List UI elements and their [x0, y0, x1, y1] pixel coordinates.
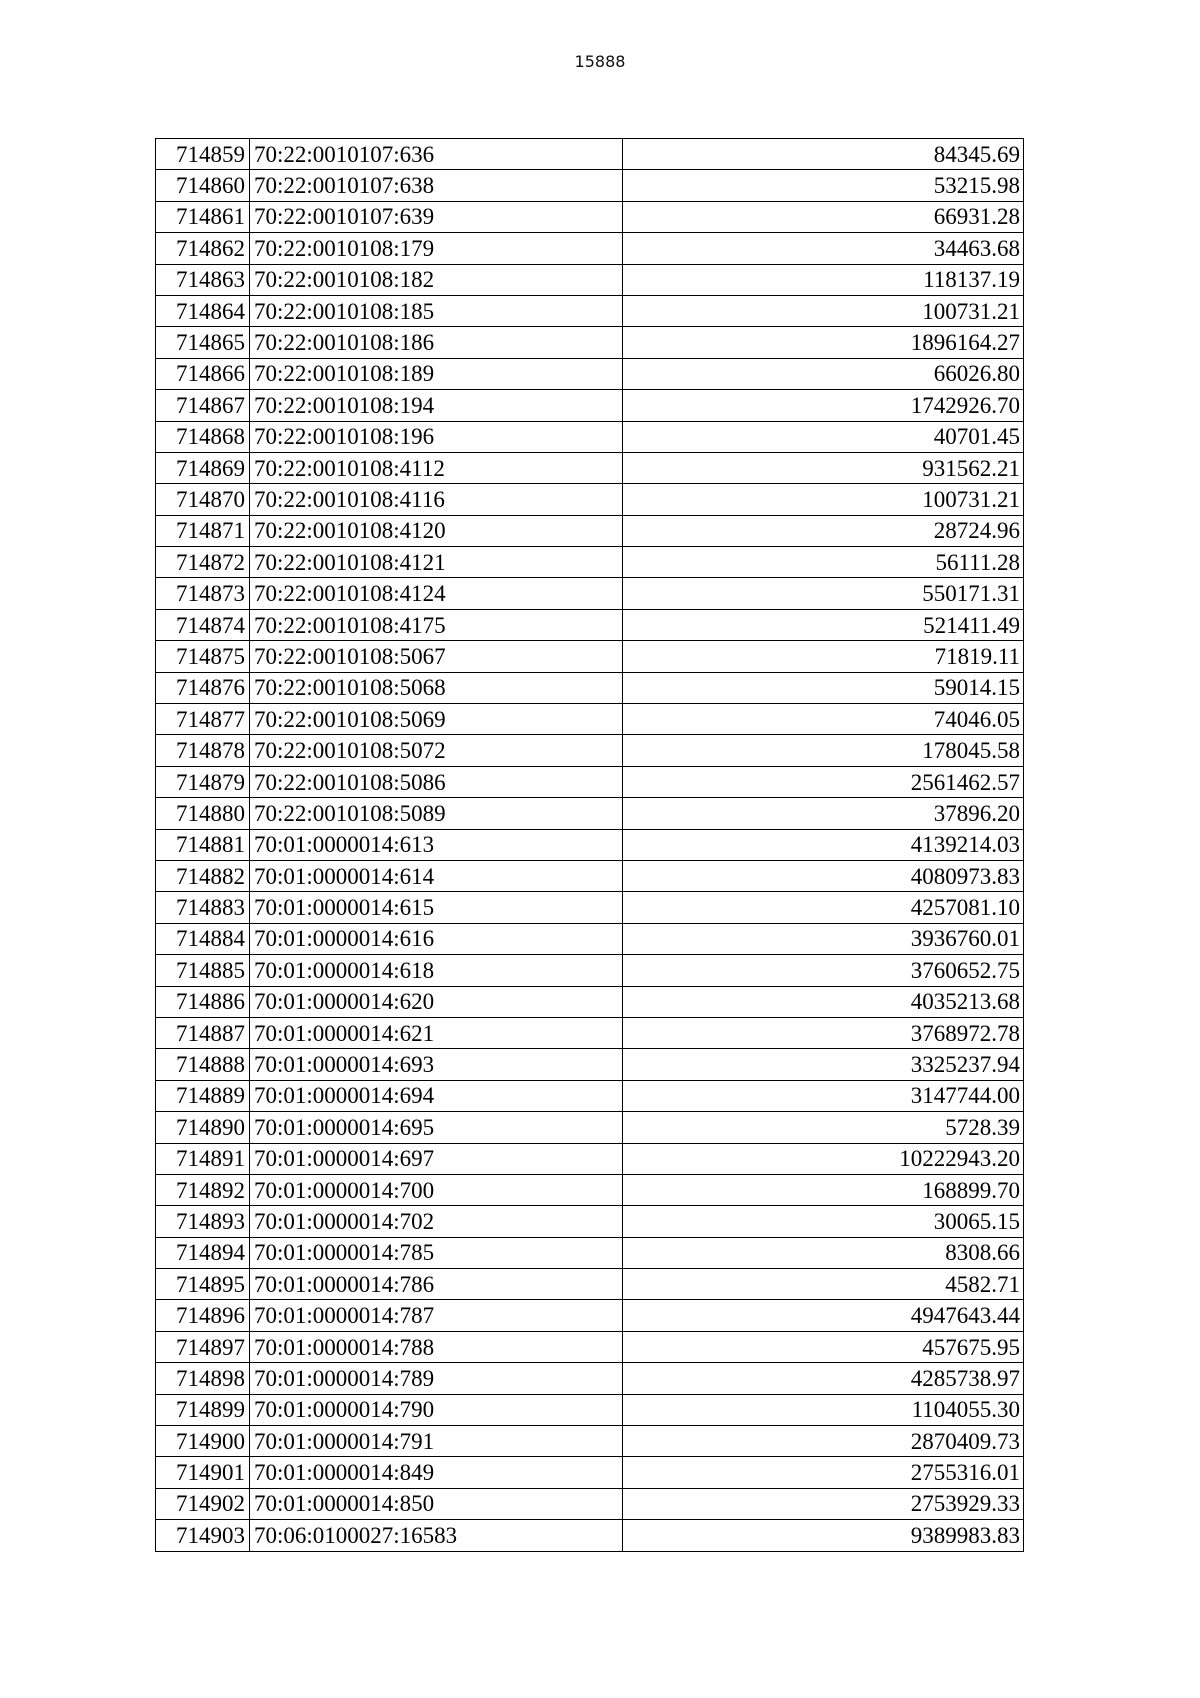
cadastral-value-cell: 4080973.83	[623, 860, 1024, 891]
cadastral-number-cell: 70:01:0000014:694	[250, 1080, 623, 1111]
row-number-cell: 714863	[156, 264, 250, 295]
row-number-cell: 714877	[156, 704, 250, 735]
cadastral-number-cell: 70:01:0000014:618	[250, 955, 623, 986]
cadastral-value-cell: 457675.95	[623, 1331, 1024, 1362]
table-row	[156, 672, 1024, 703]
cadastral-value-cell: 3147744.00	[623, 1080, 1024, 1111]
row-number-cell: 714901	[156, 1457, 250, 1488]
row-number-cell: 714860	[156, 170, 250, 201]
row-number-cell: 714902	[156, 1488, 250, 1519]
table-row	[156, 1237, 1024, 1268]
cadastral-value-table	[155, 138, 1024, 1552]
table-body	[156, 139, 1024, 1552]
cadastral-number-cell: 70:01:0000014:850	[250, 1488, 623, 1519]
table-row	[156, 578, 1024, 609]
cadastral-value-cell: 2755316.01	[623, 1457, 1024, 1488]
cadastral-number-cell: 70:22:0010108:5067	[250, 641, 623, 672]
table-row	[156, 358, 1024, 389]
row-number-cell: 714899	[156, 1394, 250, 1425]
cadastral-value-cell: 1742926.70	[623, 390, 1024, 421]
cadastral-value-cell: 931562.21	[623, 452, 1024, 483]
row-number-cell: 714873	[156, 578, 250, 609]
cadastral-number-cell: 70:22:0010108:4121	[250, 547, 623, 578]
table-row	[156, 798, 1024, 829]
cadastral-value-cell: 9389983.83	[623, 1520, 1024, 1551]
table-row	[156, 860, 1024, 891]
table-row	[156, 295, 1024, 326]
table-row	[156, 1269, 1024, 1300]
cadastral-value-cell: 37896.20	[623, 798, 1024, 829]
row-number-cell: 714859	[156, 139, 250, 170]
cadastral-number-cell: 70:06:0100027:16583	[250, 1520, 623, 1551]
table-row	[156, 484, 1024, 515]
row-number-cell: 714880	[156, 798, 250, 829]
row-number-cell: 714890	[156, 1112, 250, 1143]
cadastral-value-cell: 1896164.27	[623, 327, 1024, 358]
row-number-cell: 714861	[156, 201, 250, 232]
table-row	[156, 327, 1024, 358]
table-row	[156, 735, 1024, 766]
cadastral-value-cell: 4582.71	[623, 1269, 1024, 1300]
cadastral-value-cell: 3768972.78	[623, 1017, 1024, 1048]
table-row	[156, 1049, 1024, 1080]
table-row	[156, 1331, 1024, 1362]
cadastral-value-cell: 100731.21	[623, 295, 1024, 326]
page-number: 15888	[574, 52, 626, 71]
cadastral-number-cell: 70:01:0000014:613	[250, 829, 623, 860]
cadastral-number-cell: 70:01:0000014:616	[250, 923, 623, 954]
cadastral-value-cell: 4285738.97	[623, 1363, 1024, 1394]
cadastral-value-cell: 550171.31	[623, 578, 1024, 609]
cadastral-value-cell: 100731.21	[623, 484, 1024, 515]
cadastral-number-cell: 70:01:0000014:791	[250, 1426, 623, 1457]
cadastral-number-cell: 70:22:0010108:4120	[250, 515, 623, 546]
row-number-cell: 714868	[156, 421, 250, 452]
cadastral-value-cell: 3325237.94	[623, 1049, 1024, 1080]
table-row	[156, 1457, 1024, 1488]
cadastral-number-cell: 70:01:0000014:693	[250, 1049, 623, 1080]
row-number-cell: 714865	[156, 327, 250, 358]
row-number-cell: 714871	[156, 515, 250, 546]
cadastral-number-cell: 70:22:0010107:636	[250, 139, 623, 170]
table-row	[156, 1080, 1024, 1111]
cadastral-value-cell: 3936760.01	[623, 923, 1024, 954]
cadastral-value-cell: 66026.80	[623, 358, 1024, 389]
table-row	[156, 1206, 1024, 1237]
cadastral-value-cell: 4947643.44	[623, 1300, 1024, 1331]
table-row	[156, 704, 1024, 735]
row-number-cell: 714888	[156, 1049, 250, 1080]
cadastral-value-cell: 118137.19	[623, 264, 1024, 295]
table-row	[156, 1017, 1024, 1048]
cadastral-number-cell: 70:01:0000014:614	[250, 860, 623, 891]
row-number-cell: 714884	[156, 923, 250, 954]
row-number-cell: 714867	[156, 390, 250, 421]
table-row	[156, 892, 1024, 923]
table-row	[156, 1174, 1024, 1205]
row-number-cell: 714900	[156, 1426, 250, 1457]
cadastral-value-cell: 56111.28	[623, 547, 1024, 578]
row-number-cell: 714892	[156, 1174, 250, 1205]
cadastral-number-cell: 70:01:0000014:849	[250, 1457, 623, 1488]
cadastral-value-cell: 28724.96	[623, 515, 1024, 546]
row-number-cell: 714876	[156, 672, 250, 703]
cadastral-number-cell: 70:01:0000014:697	[250, 1143, 623, 1174]
row-number-cell: 714886	[156, 986, 250, 1017]
cadastral-number-cell: 70:22:0010108:4175	[250, 609, 623, 640]
cadastral-value-cell: 84345.69	[623, 139, 1024, 170]
cadastral-number-cell: 70:22:0010108:196	[250, 421, 623, 452]
cadastral-value-cell: 40701.45	[623, 421, 1024, 452]
cadastral-value-cell: 1104055.30	[623, 1394, 1024, 1425]
cadastral-number-cell: 70:01:0000014:700	[250, 1174, 623, 1205]
cadastral-number-cell: 70:22:0010108:182	[250, 264, 623, 295]
cadastral-number-cell: 70:22:0010108:5072	[250, 735, 623, 766]
cadastral-number-cell: 70:22:0010108:4124	[250, 578, 623, 609]
cadastral-value-cell: 178045.58	[623, 735, 1024, 766]
row-number-cell: 714881	[156, 829, 250, 860]
cadastral-value-cell: 2753929.33	[623, 1488, 1024, 1519]
cadastral-value-cell: 5728.39	[623, 1112, 1024, 1143]
table-row	[156, 1363, 1024, 1394]
table-row	[156, 170, 1024, 201]
cadastral-value-cell: 8308.66	[623, 1237, 1024, 1268]
table-row	[156, 233, 1024, 264]
table-row	[156, 452, 1024, 483]
cadastral-value-cell: 4035213.68	[623, 986, 1024, 1017]
cadastral-value-cell: 34463.68	[623, 233, 1024, 264]
cadastral-number-cell: 70:22:0010108:189	[250, 358, 623, 389]
cadastral-number-cell: 70:01:0000014:787	[250, 1300, 623, 1331]
table-row	[156, 641, 1024, 672]
table-row	[156, 766, 1024, 797]
row-number-cell: 714872	[156, 547, 250, 578]
row-number-cell: 714895	[156, 1269, 250, 1300]
row-number-cell: 714866	[156, 358, 250, 389]
cadastral-number-cell: 70:22:0010108:5086	[250, 766, 623, 797]
table-row	[156, 1520, 1024, 1551]
row-number-cell: 714894	[156, 1237, 250, 1268]
cadastral-number-cell: 70:01:0000014:785	[250, 1237, 623, 1268]
cadastral-number-cell: 70:22:0010108:4112	[250, 452, 623, 483]
cadastral-value-cell: 2561462.57	[623, 766, 1024, 797]
cadastral-number-cell: 70:01:0000014:789	[250, 1363, 623, 1394]
table-row	[156, 1143, 1024, 1174]
table-row	[156, 421, 1024, 452]
cadastral-number-cell: 70:22:0010108:179	[250, 233, 623, 264]
row-number-cell: 714887	[156, 1017, 250, 1048]
cadastral-number-cell: 70:01:0000014:621	[250, 1017, 623, 1048]
cadastral-value-cell: 10222943.20	[623, 1143, 1024, 1174]
table-row	[156, 547, 1024, 578]
row-number-cell: 714878	[156, 735, 250, 766]
cadastral-number-cell: 70:01:0000014:790	[250, 1394, 623, 1425]
row-number-cell: 714874	[156, 609, 250, 640]
table-row	[156, 829, 1024, 860]
row-number-cell: 714893	[156, 1206, 250, 1237]
row-number-cell: 714903	[156, 1520, 250, 1551]
table-row	[156, 201, 1024, 232]
table-row	[156, 264, 1024, 295]
table-row	[156, 1300, 1024, 1331]
table-row	[156, 390, 1024, 421]
cadastral-value-cell: 521411.49	[623, 609, 1024, 640]
table-row	[156, 1488, 1024, 1519]
cadastral-value-cell: 53215.98	[623, 170, 1024, 201]
table-row	[156, 609, 1024, 640]
row-number-cell: 714879	[156, 766, 250, 797]
cadastral-value-cell: 30065.15	[623, 1206, 1024, 1237]
table-row	[156, 1112, 1024, 1143]
row-number-cell: 714864	[156, 295, 250, 326]
row-number-cell: 714898	[156, 1363, 250, 1394]
cadastral-value-cell: 168899.70	[623, 1174, 1024, 1205]
cadastral-number-cell: 70:01:0000014:786	[250, 1269, 623, 1300]
row-number-cell: 714870	[156, 484, 250, 515]
cadastral-value-cell: 66931.28	[623, 201, 1024, 232]
table-row	[156, 986, 1024, 1017]
cadastral-value-cell: 74046.05	[623, 704, 1024, 735]
cadastral-number-cell: 70:01:0000014:702	[250, 1206, 623, 1237]
cadastral-value-cell: 3760652.75	[623, 955, 1024, 986]
row-number-cell: 714897	[156, 1331, 250, 1362]
row-number-cell: 714869	[156, 452, 250, 483]
cadastral-number-cell: 70:22:0010108:186	[250, 327, 623, 358]
row-number-cell: 714862	[156, 233, 250, 264]
cadastral-number-cell: 70:22:0010108:4116	[250, 484, 623, 515]
cadastral-number-cell: 70:22:0010107:639	[250, 201, 623, 232]
cadastral-number-cell: 70:01:0000014:788	[250, 1331, 623, 1362]
cadastral-number-cell: 70:22:0010108:5069	[250, 704, 623, 735]
cadastral-value-cell: 2870409.73	[623, 1426, 1024, 1457]
cadastral-number-cell: 70:01:0000014:695	[250, 1112, 623, 1143]
table-row	[156, 515, 1024, 546]
table-row	[156, 1394, 1024, 1425]
cadastral-number-cell: 70:22:0010107:638	[250, 170, 623, 201]
cadastral-number-cell: 70:01:0000014:620	[250, 986, 623, 1017]
table-row	[156, 955, 1024, 986]
table-row	[156, 1426, 1024, 1457]
cadastral-value-cell: 71819.11	[623, 641, 1024, 672]
row-number-cell: 714896	[156, 1300, 250, 1331]
row-number-cell: 714891	[156, 1143, 250, 1174]
row-number-cell: 714882	[156, 860, 250, 891]
row-number-cell: 714875	[156, 641, 250, 672]
row-number-cell: 714883	[156, 892, 250, 923]
cadastral-number-cell: 70:01:0000014:615	[250, 892, 623, 923]
row-number-cell: 714885	[156, 955, 250, 986]
cadastral-number-cell: 70:22:0010108:5089	[250, 798, 623, 829]
cadastral-number-cell: 70:22:0010108:5068	[250, 672, 623, 703]
cadastral-value-cell: 4139214.03	[623, 829, 1024, 860]
cadastral-value-cell: 4257081.10	[623, 892, 1024, 923]
cadastral-number-cell: 70:22:0010108:194	[250, 390, 623, 421]
row-number-cell: 714889	[156, 1080, 250, 1111]
table-row	[156, 923, 1024, 954]
cadastral-value-cell: 59014.15	[623, 672, 1024, 703]
cadastral-number-cell: 70:22:0010108:185	[250, 295, 623, 326]
table-row	[156, 139, 1024, 170]
